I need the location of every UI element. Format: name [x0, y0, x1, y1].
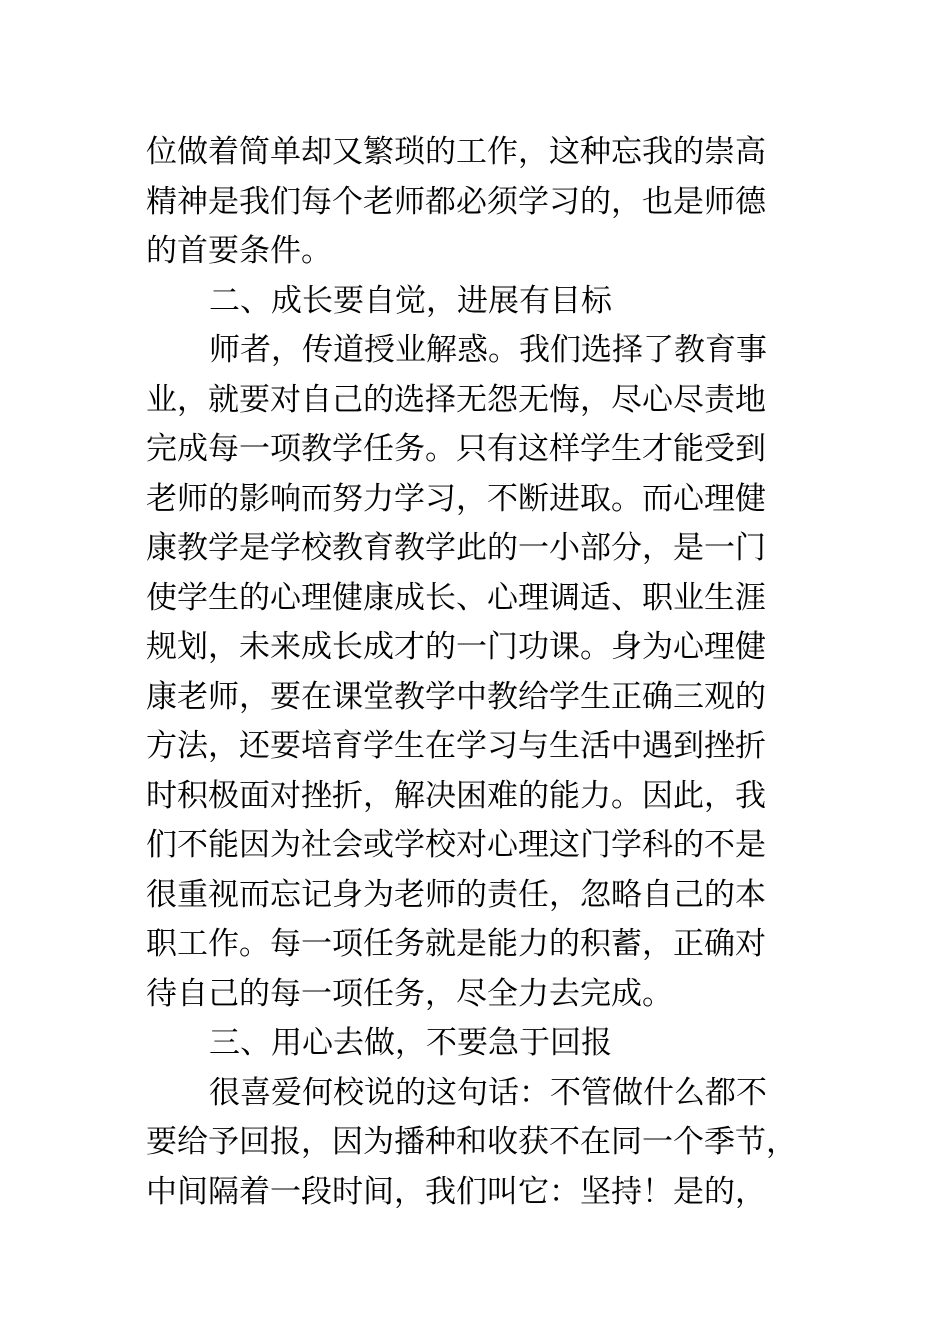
text-line: 职工作。每一项任务就是能力的积蓄，正确对 [146, 926, 766, 962]
text-line: 位做着简单却又繁琐的工作，这种忘我的崇高 [146, 134, 766, 170]
text-line: 的首要条件。 [146, 233, 332, 269]
text-line: 们不能因为社会或学校对心理这门学科的不是 [146, 827, 766, 863]
text-line: 师者，传道授业解惑。我们选择了教育事 [209, 332, 767, 368]
text-line: 业，就要对自己的选择无怨无悔，尽心尽责地 [146, 381, 766, 418]
text-line: 使学生的心理健康成长、心理调适、职业生涯 [146, 579, 766, 616]
text-line: 要给予回报，因为播种和收获不在同一个季节， [146, 1124, 797, 1160]
text-line: 康老师，要在课堂教学中教给学生正确三观的 [146, 678, 766, 715]
text-line: 很喜爱何校说的这句话：不管做什么都不 [209, 1074, 767, 1111]
text-line: 很重视而忘记身为老师的责任，忽略自己的本 [146, 876, 766, 913]
text-line: 规划，未来成长成才的一门功课。身为心理健 [146, 629, 766, 665]
section-heading: 三、用心去做，不要急于回报 [209, 1025, 612, 1061]
text-line: 中间隔着一段时间，我们叫它：坚持！是的， [146, 1173, 766, 1210]
text-line: 康教学是学校教育教学此的一小部分，是一门 [146, 530, 766, 566]
text-line: 完成每一项教学任务。只有这样学生才能受到 [146, 431, 766, 467]
text-line: 时积极面对挫折，解决困难的能力。因此，我 [146, 777, 766, 814]
document-body [146, 128, 806, 1217]
text-line: 待自己的每一项任务，尽全力去完成。 [146, 975, 673, 1012]
text-line: 老师的影响而努力学习，不断进取。而心理健 [146, 480, 766, 517]
text-line: 方法，还要培育学生在学习与生活中遇到挫折 [146, 728, 766, 764]
text-line: 精神是我们每个老师都必须学习的，也是师德 [146, 183, 766, 220]
section-heading: 二、成长要自觉，进展有目标 [209, 282, 612, 319]
